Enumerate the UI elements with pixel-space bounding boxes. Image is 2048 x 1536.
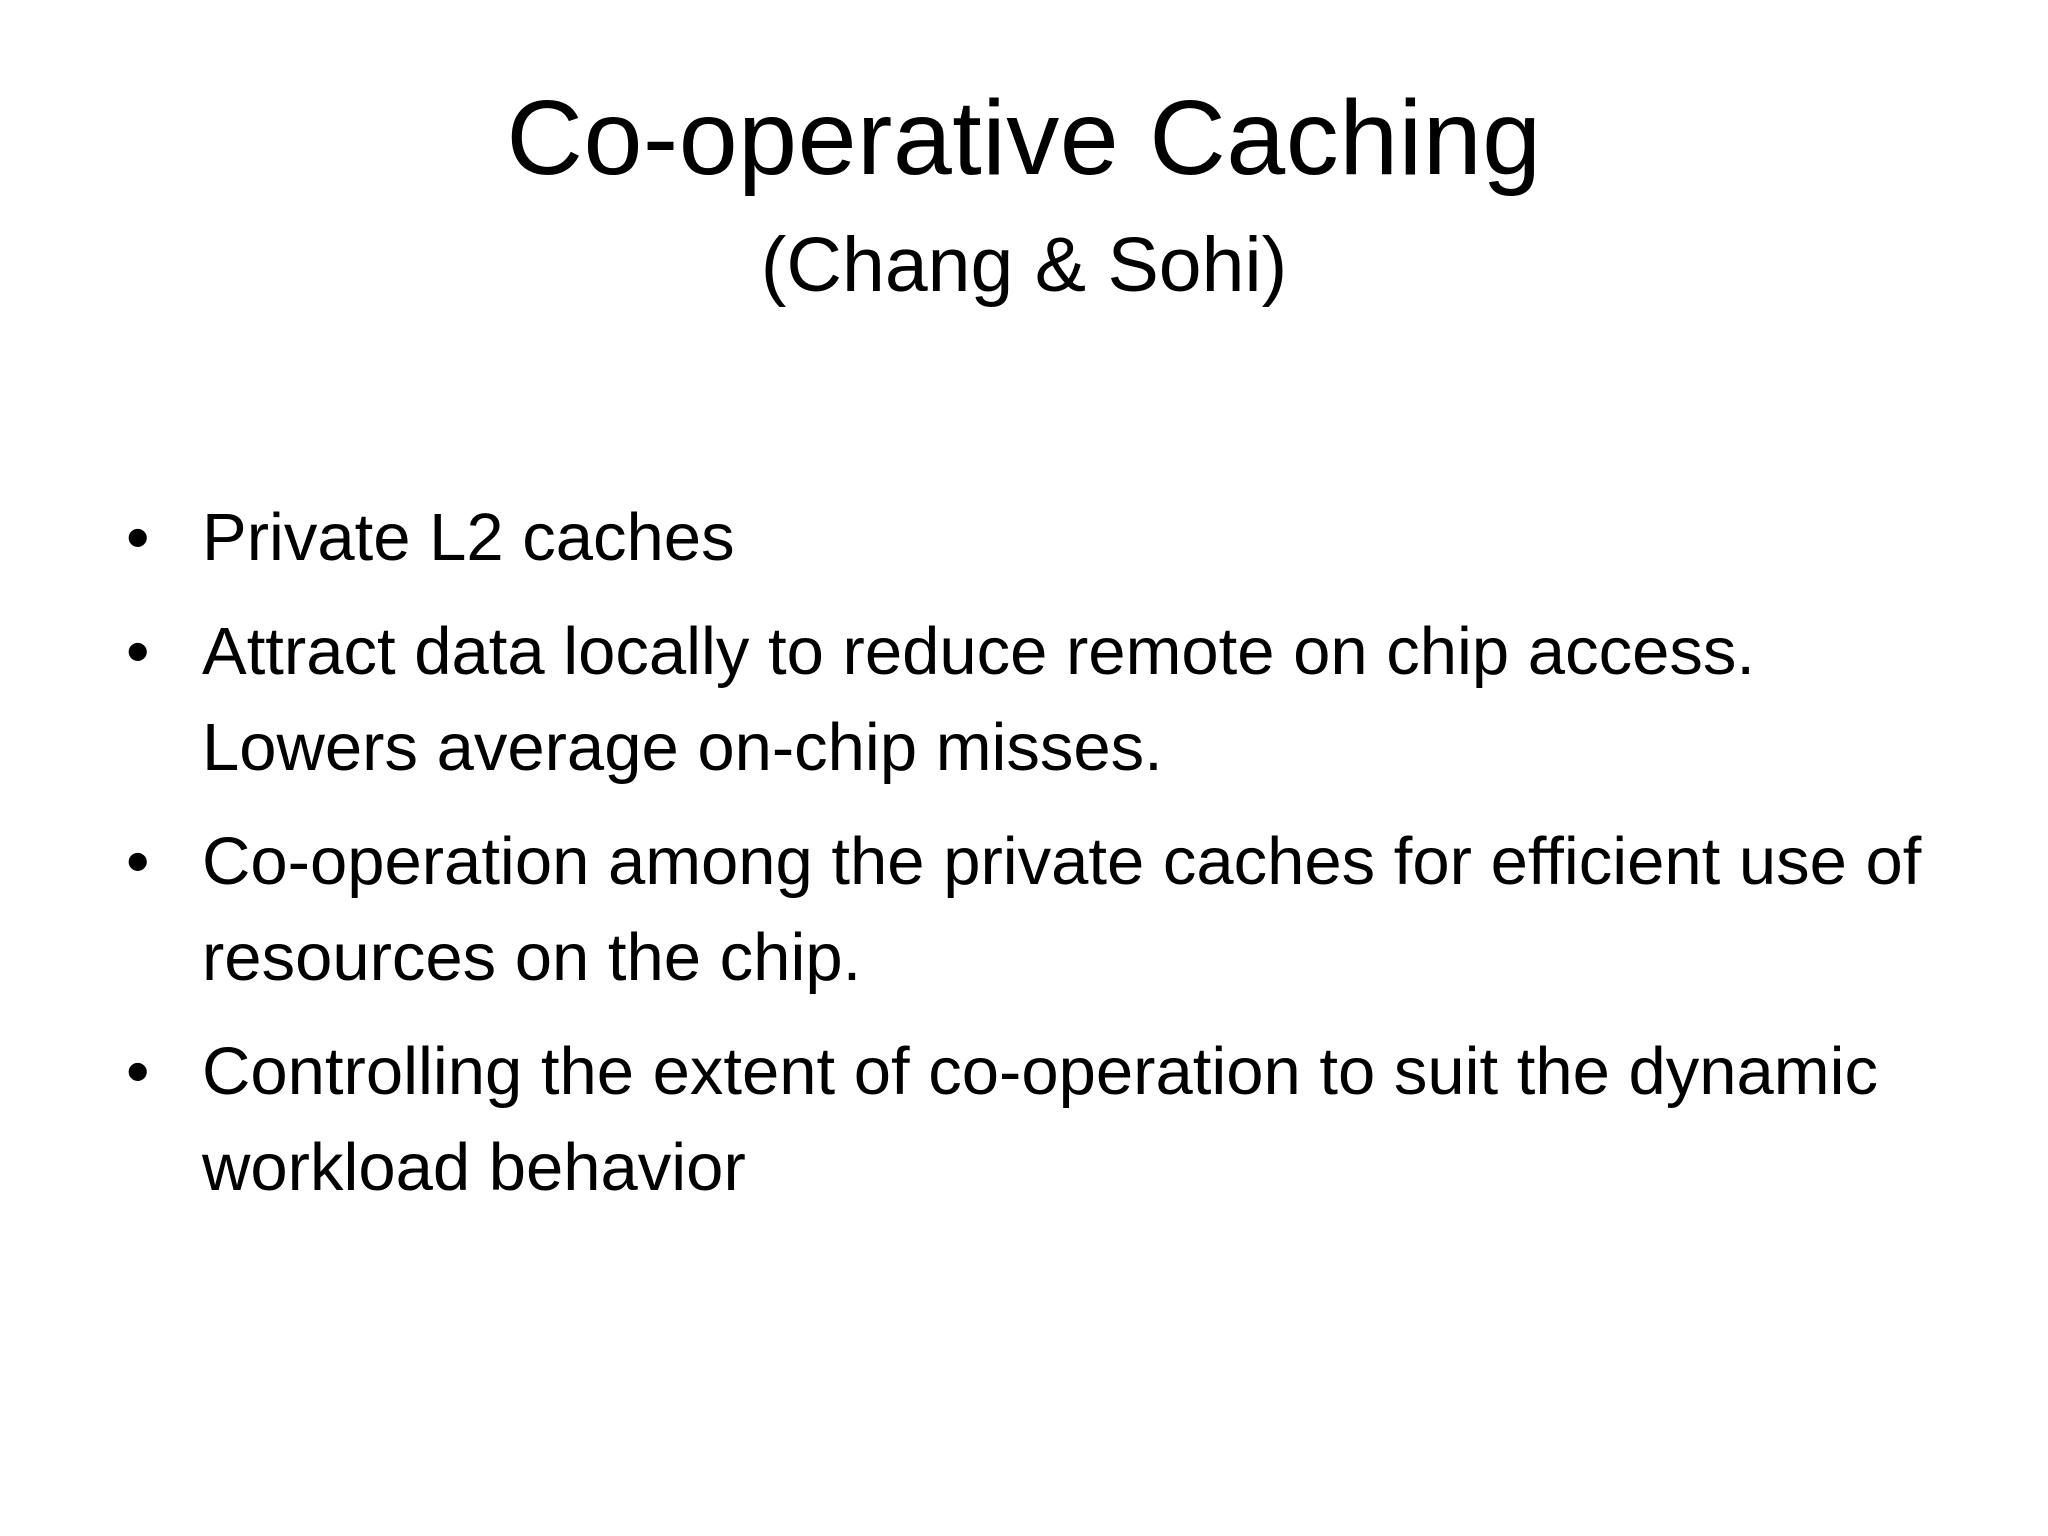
- slide-subtitle: (Chang & Sohi): [760, 222, 1288, 308]
- bullet-item: [118, 814, 1978, 1006]
- bullet-dot-icon: •: [126, 500, 150, 575]
- bullet-dot-icon: •: [126, 614, 150, 689]
- bullet-item: [118, 490, 1978, 586]
- bullet-item: [118, 1024, 1978, 1216]
- bullet-item: [118, 604, 1978, 796]
- bullet-dot-icon: •: [126, 824, 150, 899]
- slide-title: Co-operative Caching: [506, 79, 1542, 197]
- bullet-text: Controlling the extent of co-operation to suit the dynamic workload behavior: [202, 1034, 1878, 1205]
- bullet-text: Private L2 caches: [202, 500, 735, 575]
- bullet-list: [118, 490, 1978, 1234]
- bullet-text: Attract data locally to reduce remote on chip access. Lowers average on-chip misses.: [202, 614, 1755, 785]
- bullet-text: Co-operation among the private caches for efficient use of resources on the chip.: [202, 824, 1922, 995]
- bullet-dot-icon: •: [126, 1034, 150, 1109]
